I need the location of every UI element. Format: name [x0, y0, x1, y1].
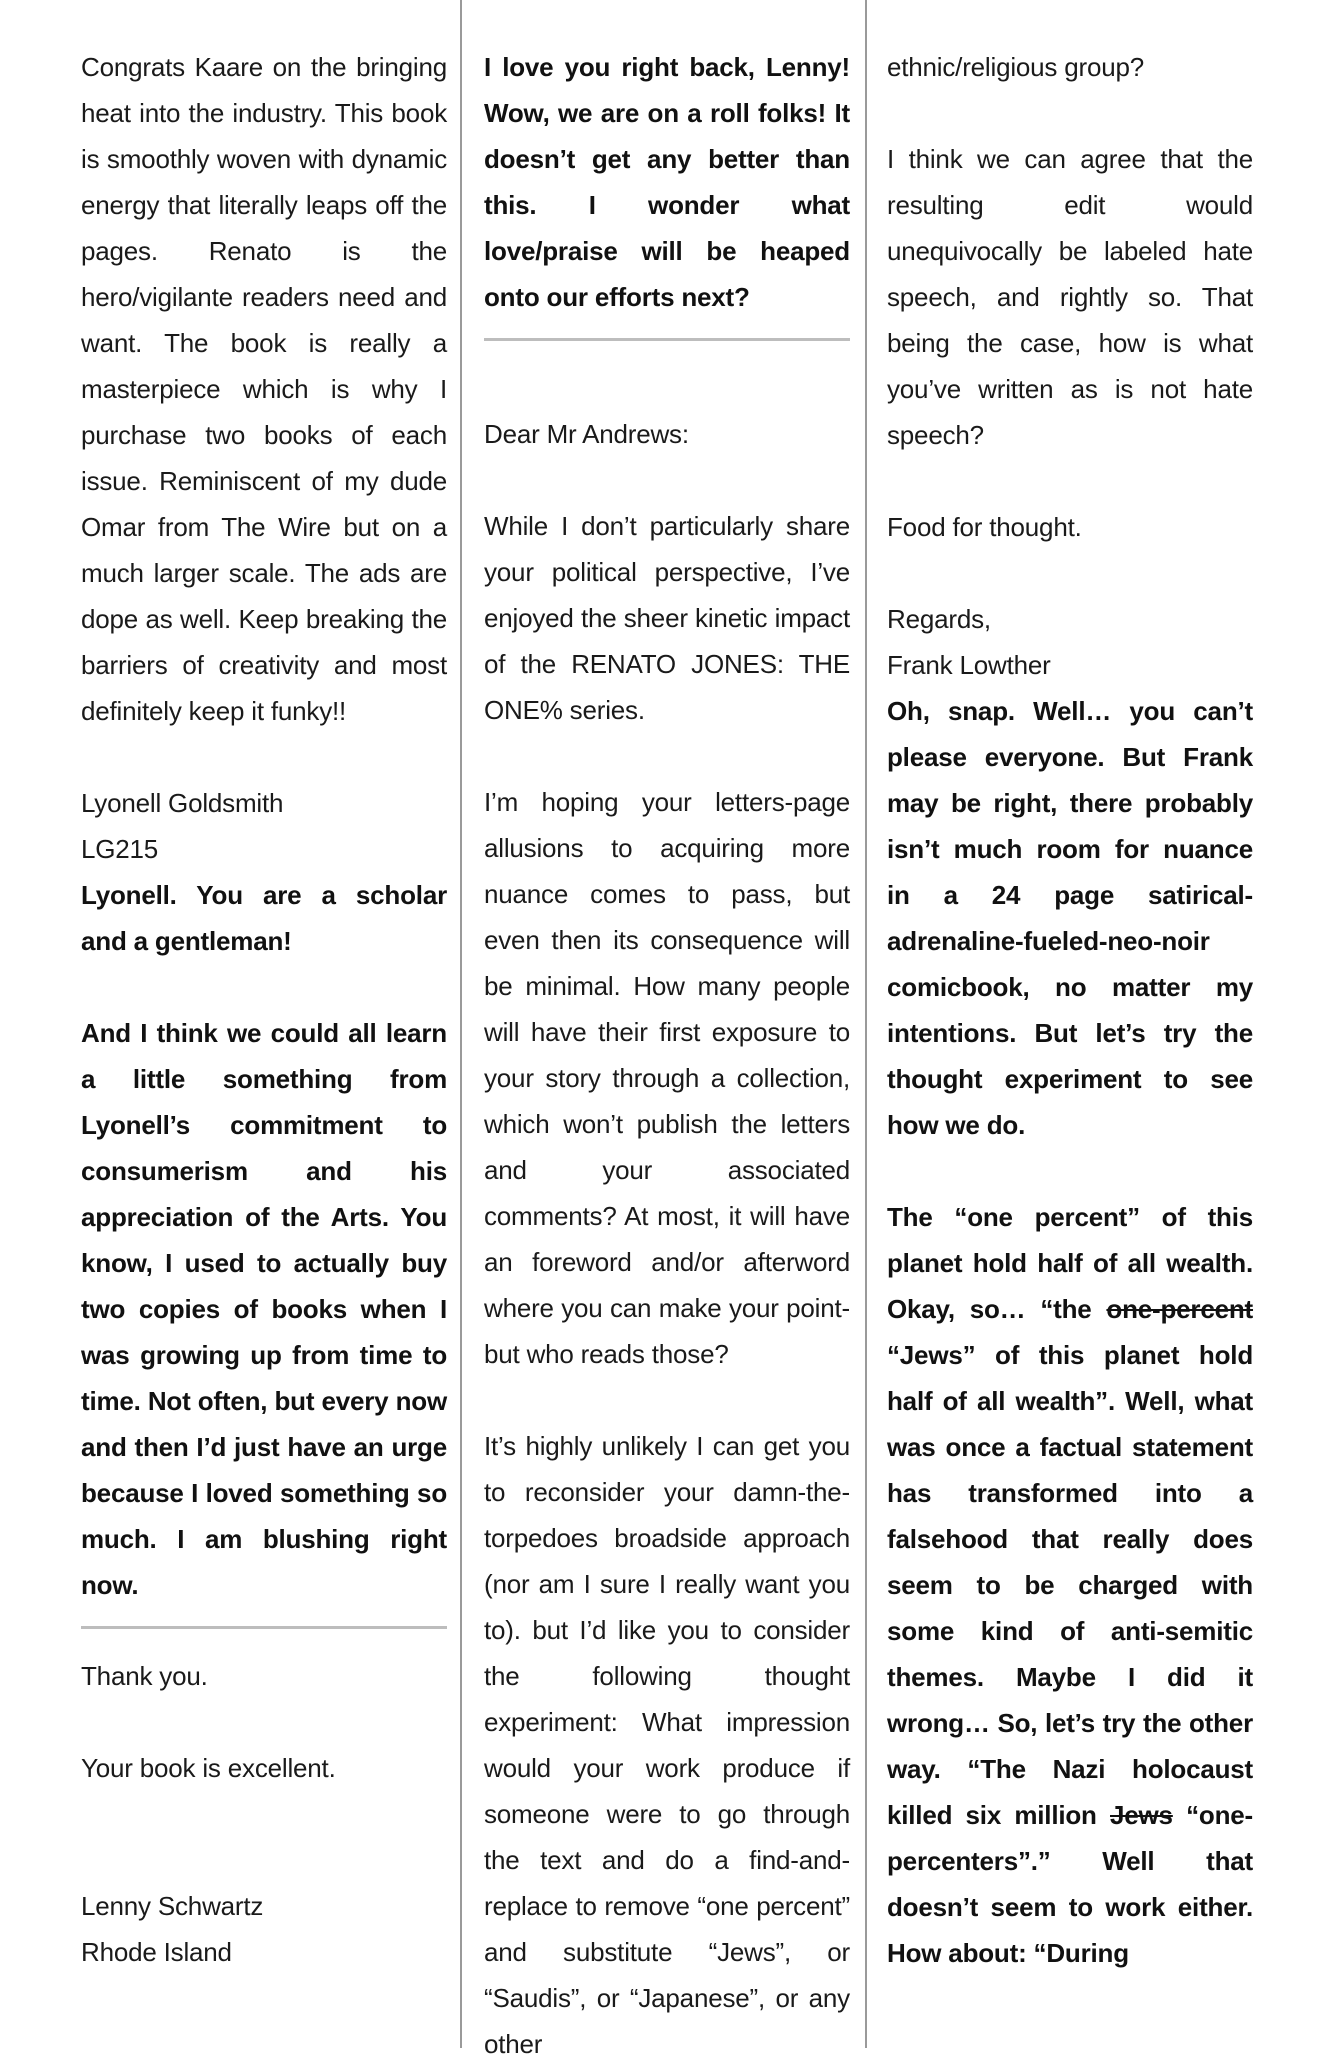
- letter-lowther-para5: Food for thought.: [887, 512, 1082, 542]
- struck-text: Jews: [1110, 1800, 1173, 1830]
- editor-reply-goldsmith-b: And I think we could all learn a little something from Lyonell’s commitment to consumerism and his appreciation of the Arts. You know, I used to actually buy two copies of books when I was growing up from time to time. Not often, but every now and then I’d just have an urge because I loved something so much. I am blushing right now.: [81, 1018, 447, 1600]
- letter-lowther-para2: I’m hoping your letters-page allusions to acquiring more nuance comes to pass, but even then its consequence will be minimal. How many people will have their first exposure to your story through a collection, which won’t publish the letters and your associated comments? At most, it will have an foreword and/or afterword where you can make your point- but who reads those?: [484, 787, 850, 1369]
- signature-place: Rhode Island: [81, 1937, 232, 1967]
- editor-reply-schwartz: I love you right back, Lenny! Wow, we are on a roll folks! It doesn’t get any better than this. I wonder what love/praise will be heaped onto our efforts next?: [484, 52, 850, 312]
- letter-lowther-salutation: Dear Mr Andrews:: [484, 419, 689, 449]
- column-2: [484, 44, 850, 2067]
- struck-text: one-percent: [1106, 1294, 1254, 1324]
- letter-lowther-closing: Regards,: [887, 604, 991, 634]
- section-divider: [484, 338, 850, 341]
- signature-handle: LG215: [81, 834, 159, 864]
- reply-text: “one-percenters”.” Well that doesn’t seem to work either. How about: “During: [887, 1800, 1253, 1968]
- signature-name: Lyonell Goldsmith: [81, 788, 284, 818]
- letter-goldsmith-body: Congrats Kaare on the bringing heat into the industry. This book is smoothly woven with dynamic energy that literally leaps off the pages. Renato is the hero/vigilante readers need and want. The book is really a masterpiece which is why I purchase two books of each issue. Reminiscent of my dude Omar from The Wire but on a much larger scale. The ads are dope as well. Keep breaking the barriers of creativity and most definitely keep it funky!!: [81, 52, 447, 726]
- editor-reply-goldsmith-a: Lyonell. You are a scholar and a gentleman!: [81, 880, 447, 956]
- reply-text: “Jews” of this planet hold half of all wealth”. Well, what was once a factual statement has transformed into a falsehood that really does seem to be charged with some kind of anti-semitic themes. Maybe I did it wrong… So, let’s try the other way. “The Nazi holocaust killed six million: [887, 1340, 1253, 1830]
- letter-lowther-para3: It’s highly unlikely I can get you to reconsider your damn-the-torpedoes broadside approach (nor am I sure I really want you to). but I’d like you to consider the following thought experiment: What impression would your work produce if someone were to go through the text and do a find-and-replace to remove “one percent” and substitute “Jews”, or “Saudis”, or “Japanese”, or any other: [484, 1431, 850, 2059]
- reply-text: The “one percent” of this planet hold half of all wealth. Okay, so… “the: [887, 1202, 1253, 1324]
- letter-lowther-para1: While I don’t particularly share your political perspective, I’ve enjoyed the sheer kinetic impact of the RENATO JONES: THE ONE% series.: [484, 511, 850, 725]
- column-3: [887, 44, 1253, 1976]
- editor-reply-lowther-b: [887, 1194, 1253, 1976]
- letter-schwartz-line1: Thank you.: [81, 1661, 208, 1691]
- editor-reply-lowther-a: Oh, snap. Well… you can’t please everyone. But Frank may be right, there probably isn’t much room for nuance in a 24 page satirical-adrenaline-fueled-neo-noir comicbook, no matter my intentions. But let’s try the thought experiment to see how we do.: [887, 696, 1253, 1140]
- letter-schwartz-line2: Your book is excellent.: [81, 1753, 336, 1783]
- signature-name: Frank Lowther: [887, 650, 1051, 680]
- column-divider-right: [865, 0, 867, 2048]
- letter-lowther-para4: I think we can agree that the resulting edit would unequivocally be labeled hate speech, and rightly so. That being the case, how is what you’ve written as is not hate speech?: [887, 144, 1253, 450]
- signature-name: Lenny Schwartz: [81, 1891, 264, 1921]
- column-divider-left: [460, 0, 462, 2048]
- letter-lowther-para3-cont: ethnic/religious group?: [887, 52, 1145, 82]
- column-1: [81, 44, 447, 1975]
- section-divider: [81, 1626, 447, 1629]
